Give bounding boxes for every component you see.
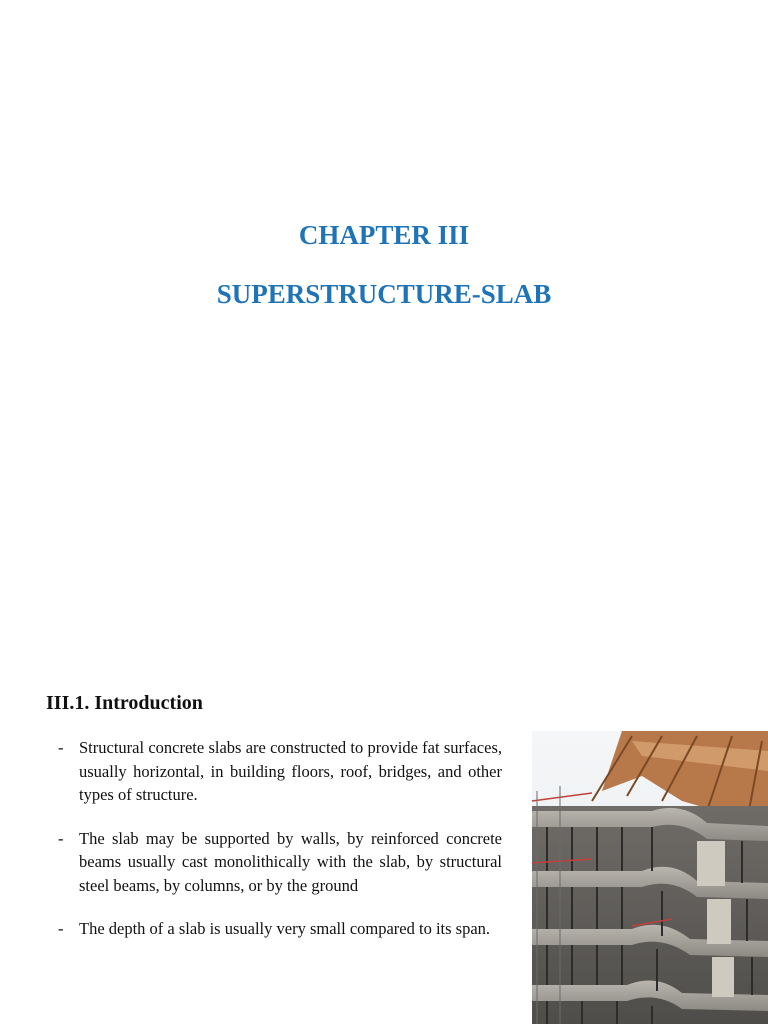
chapter-subtitle: SUPERSTRUCTURE-SLAB	[216, 279, 552, 309]
building-under-construction-photo	[532, 731, 768, 1024]
bullet-item	[58, 917, 502, 941]
bullet-text: The depth of a slab is usually very small compared to its span.	[79, 919, 491, 938]
bullet-marker: -	[58, 919, 64, 938]
bullet-marker: -	[58, 828, 64, 848]
section-heading: III.1. Introduction	[46, 692, 203, 714]
bullet-list	[58, 736, 502, 961]
bullet-text: The slab may be supported by walls, by reinforced concrete beams usually cast monolithically with the slab, by structural steel beams, by columns, or by the ground	[79, 828, 502, 895]
bullet-marker: -	[58, 738, 64, 757]
bullet-item	[58, 736, 502, 807]
bullet-item	[58, 827, 502, 898]
bullet-text: Structural concrete slabs are constructed to provide fat surfaces, usually horizontal, in building floors, roof, bridges, and other types of structure.	[79, 738, 502, 804]
chapter-title: CHAPTER III	[298, 220, 470, 250]
